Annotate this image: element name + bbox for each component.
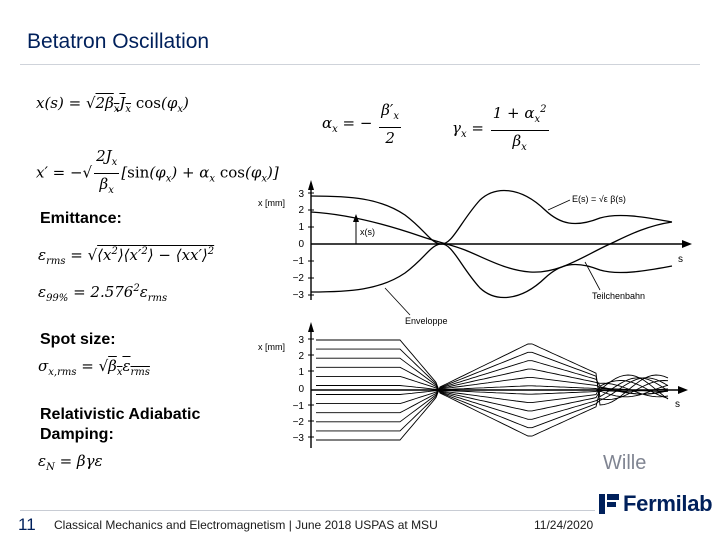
equation-alpha: $\alpha_x$ = − $\frac{\beta'_x}{2}$ bbox=[322, 101, 399, 147]
top-tick-label: 0 bbox=[298, 239, 304, 250]
bottom-s-label: s bbox=[675, 399, 680, 410]
bottom-tick-label: −2 bbox=[292, 417, 304, 428]
equation-emittance-99: $\varepsilon_{99\%} = 2.576^2\varepsilon_{rms}$ bbox=[38, 283, 168, 304]
label-adiabatic-damping: Relativistic Adiabatic Damping: bbox=[40, 406, 201, 443]
bottom-tick-label: 0 bbox=[298, 384, 304, 395]
top-tick-label: −1 bbox=[292, 256, 304, 267]
label-spot-size: Spot size: bbox=[40, 331, 116, 348]
equation-gamma: $\gamma_x$ = $\frac{1 + \alpha_x^2}{\beta_x}$ bbox=[452, 100, 551, 158]
equation-x-of-s: $x(s) = √2\beta_xJ_x$ $\cos(\varphi_x)$ bbox=[36, 94, 189, 115]
equation-normalized-emittance: $\varepsilon_N = \beta\gamma\varepsilon$ bbox=[38, 452, 103, 473]
leader-line bbox=[585, 262, 600, 290]
label-emittance: Emittance: bbox=[40, 210, 122, 227]
figure-top bbox=[258, 180, 692, 326]
bottom-tick-label: −3 bbox=[292, 433, 304, 444]
bottom-y-axis-arrow bbox=[308, 322, 314, 332]
top-unit-label: x [mm] bbox=[258, 198, 285, 208]
bottom-tick-label: 2 bbox=[298, 351, 304, 362]
equation-spot-size: $\sigma_{x,rms} = √\beta_x\varepsilon_{rms}$ bbox=[38, 357, 150, 378]
envelope-lower bbox=[311, 244, 672, 298]
bottom-s-axis-arrow bbox=[678, 386, 688, 394]
footer-text: Classical Mechanics and Electromagnetism | June 2018 USPAS at MSU bbox=[54, 518, 438, 532]
fermilab-logo-icon bbox=[598, 493, 620, 515]
equation-emittance-rms: $\varepsilon_{rms}$ = $√⟨x^2⟩⟨x'^2⟩$ − ⟨xx′⟩$^2$ bbox=[38, 246, 215, 267]
leader-line bbox=[385, 288, 410, 315]
bottom-unit-label: x [mm] bbox=[258, 342, 285, 352]
footer-date: 11/24/2020 bbox=[534, 518, 594, 532]
equation-x-prime: x′ = −√ $\frac{2J_x}{\beta_x}$ [$\sin(\varphi_x) + \alpha_x$ $\cos(\varphi_x)$] bbox=[36, 147, 279, 196]
bottom-tick-label: −1 bbox=[292, 401, 304, 412]
annotation-trajectory: Teilchenbahn bbox=[592, 291, 646, 301]
top-tick-label: 1 bbox=[298, 222, 304, 233]
bottom-tick-label: 1 bbox=[298, 367, 304, 378]
top-tick-label: −3 bbox=[292, 290, 304, 301]
annotation-xs: x(s) bbox=[360, 227, 375, 237]
fermilab-logo-text: Fermilab bbox=[623, 491, 713, 516]
fermilab-logo bbox=[598, 491, 712, 517]
particle-trajectory bbox=[311, 212, 672, 272]
footer-divider bbox=[20, 510, 595, 511]
annotation-envelope-formula: E(s) = √ε β(s) bbox=[572, 194, 626, 204]
top-tick-label: −2 bbox=[292, 273, 304, 284]
top-s-axis-arrow bbox=[682, 240, 692, 248]
top-tick-label: 2 bbox=[298, 205, 304, 216]
trajectory-line bbox=[316, 349, 668, 428]
annotation-envelope: Enveloppe bbox=[405, 316, 448, 326]
figure-bottom bbox=[258, 322, 688, 448]
top-tick-label: 3 bbox=[298, 189, 304, 200]
leader-line bbox=[548, 200, 570, 210]
attribution: Wille bbox=[603, 452, 647, 474]
slide-title: Betatron Oscillation bbox=[27, 30, 210, 53]
top-y-axis-arrow bbox=[308, 180, 314, 190]
top-s-label: s bbox=[678, 254, 683, 265]
page-number: 11 bbox=[18, 515, 36, 534]
bottom-tick-label: 3 bbox=[298, 335, 304, 346]
